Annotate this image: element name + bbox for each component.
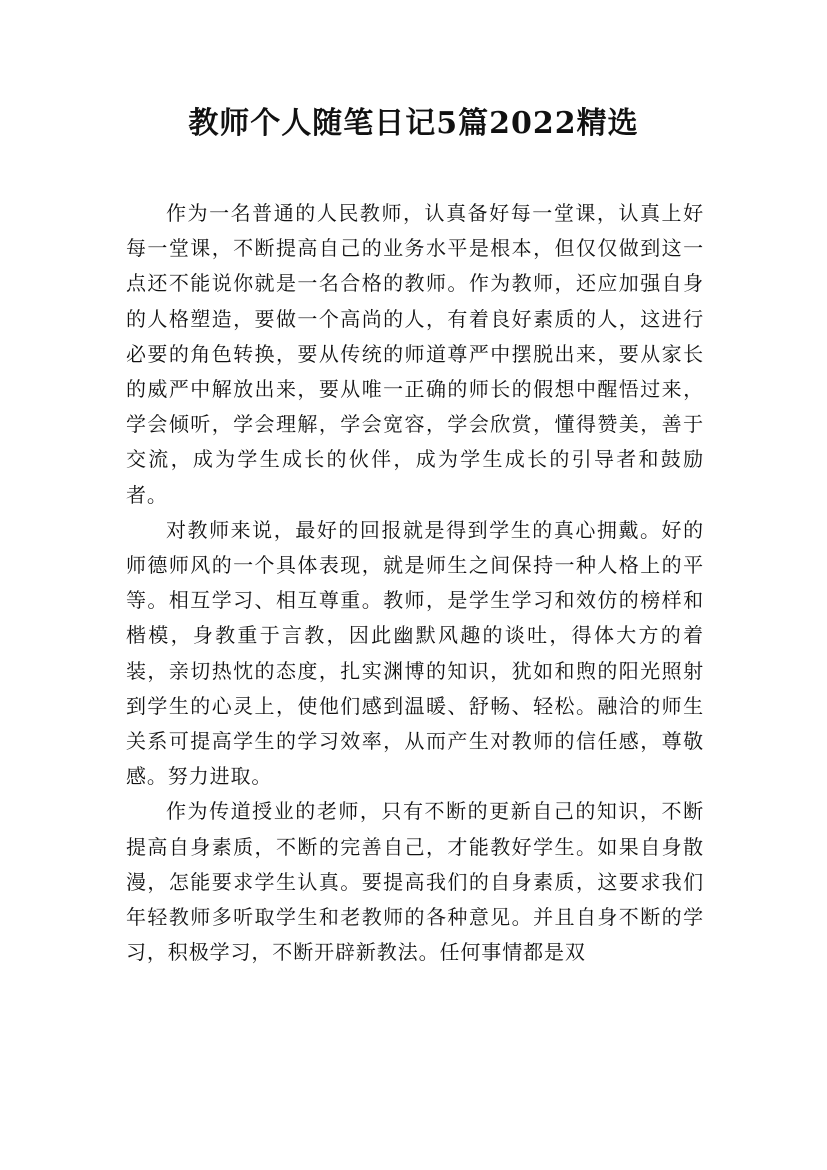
paragraph-2: 对教师来说，最好的回报就是得到学生的真心拥戴。好的师德师风的一个具体表现，就是师生之间保持一种人格上的平等。相互学习、相互尊重。教师，是学生学习和效仿的榜样和楷模，身教重于言教，因此幽默风趣的谈吐，得体大方的着装，亲切热忱的态度，扎实渊博的知识，犹如和煦的阳光照射到学生的心灵上，使他们感到温暖、舒畅、轻松。融洽的师生关系可提高学生的学习效率，从而产生对教师的信任感，尊敬感。努力进取。 bbox=[126, 517, 704, 789]
document-body bbox=[126, 196, 704, 970]
document-title: 教师个人随笔日记5篇2022精选 bbox=[188, 106, 639, 141]
paragraph-3: 作为传道授业的老师，只有不断的更新自己的知识，不断提高自身素质，不断的完善自己，才能教好学生。如果自身散漫，怎能要求学生认真。要提高我们的自身素质，这要求我们年轻教师多听取学生和老教师的各种意见。并且自身不断的学习，积极学习，不断开辟新教法。任何事情都是双 bbox=[126, 799, 704, 965]
paragraph-1: 作为一名普通的人民教师，认真备好每一堂课，认真上好每一堂课，不断提高自己的业务水平是根本，但仅仅做到这一点还不能说你就是一名合格的教师。作为教师，还应加强自身的人格塑造，要做一个高尚的人，有着良好素质的人，这进行必要的角色转换，要从传统的师道尊严中摆脱出来，要从家长的威严中解放出来，要从唯一正确的师长的假想中醒悟过来，学会倾听，学会理解，学会宽容，学会欣赏，懂得赞美，善于交流，成为学生成长的伙伴，成为学生成长的引导者和鼓励者。 bbox=[126, 201, 704, 507]
